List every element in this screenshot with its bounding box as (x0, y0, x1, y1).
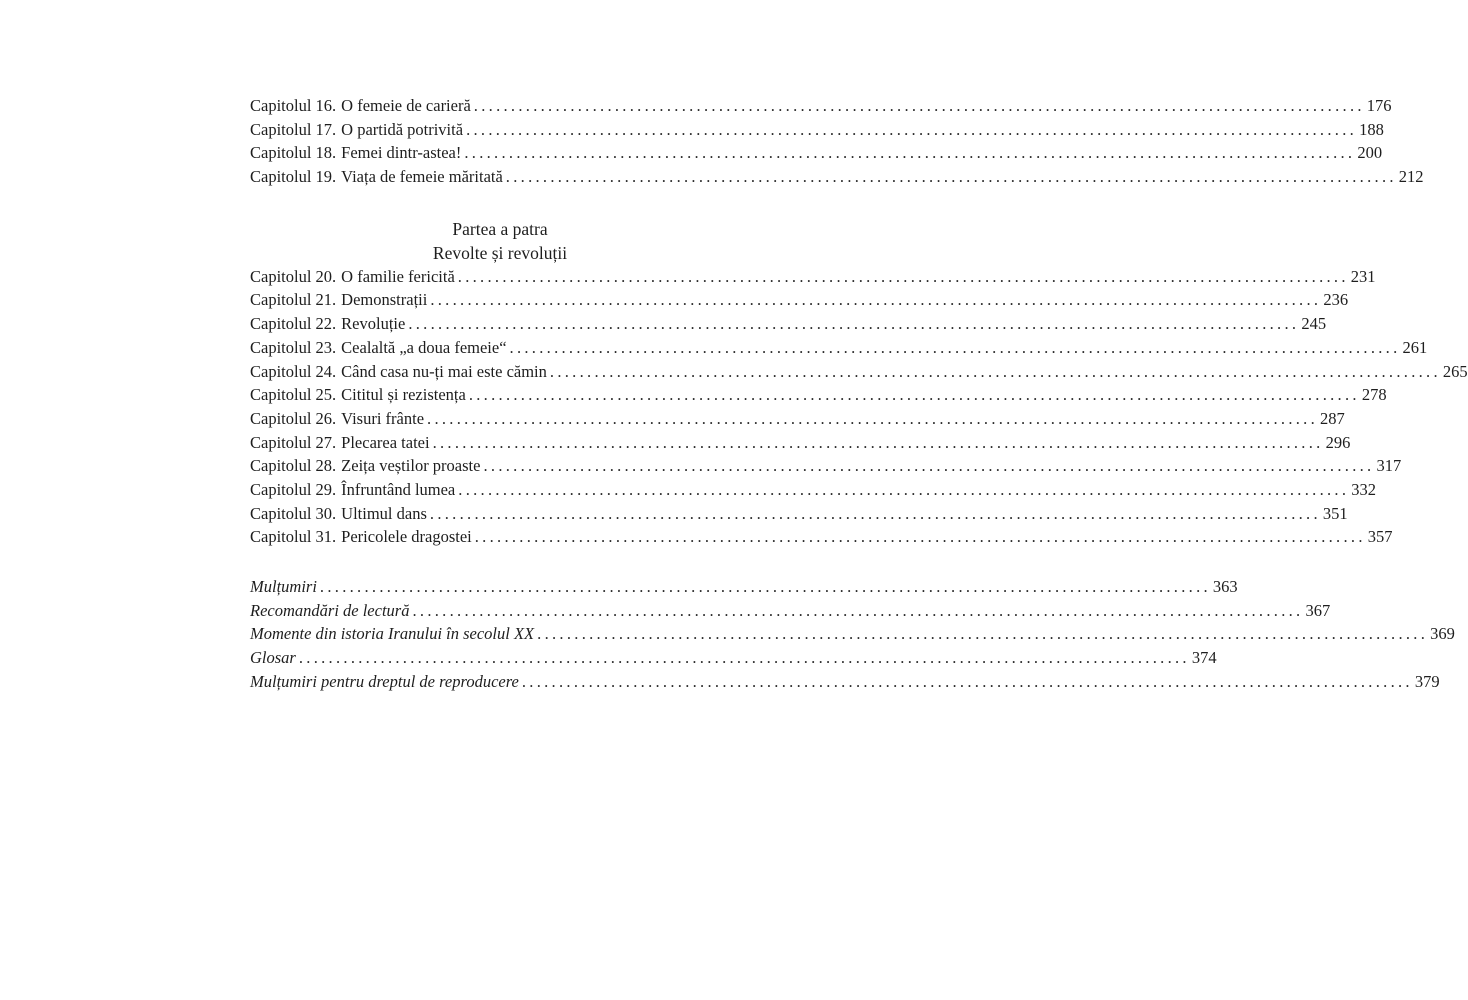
chapter-title: O partidă potrivită (341, 119, 464, 139)
part-number: Partea a patra (452, 218, 548, 239)
dot-leader: ........................................................................................................................ (458, 479, 1350, 499)
spacer (250, 189, 750, 217)
dot-leader: ........................................................................................................................ (457, 266, 1349, 286)
dot-leader: ........................................................................................................................ (430, 290, 1322, 310)
page-number: 265 (1442, 361, 1468, 381)
toc-entry-label (250, 502, 430, 526)
toc-entry-label (250, 141, 464, 165)
chapter-title: Viața de femeie măritată (341, 167, 503, 187)
toc-entry (250, 478, 1377, 502)
page-number: 212 (1398, 167, 1424, 187)
chapter-number: Capitolul 31. (250, 527, 337, 547)
page-number: 363 (1212, 577, 1238, 596)
page-number: 367 (1305, 600, 1331, 620)
toc-entry (250, 622, 1455, 646)
chapter-title: Când casa nu-ți mai este cămin (341, 361, 547, 381)
toc-entry (250, 407, 1345, 431)
toc-entry-label (250, 478, 458, 502)
dot-leader: ........................................................................................................................ (521, 671, 1413, 691)
page-number: 357 (1367, 527, 1393, 547)
toc-entry-label (250, 431, 433, 455)
toc-entry-label (250, 360, 550, 384)
page-number: 200 (1357, 143, 1383, 163)
page-number: 296 (1325, 432, 1351, 452)
chapter-number: Capitolul 17. (250, 119, 337, 139)
toc-entry (250, 525, 1393, 549)
chapter-title: Femei dintr-astea! (341, 143, 462, 163)
spacer (250, 549, 750, 575)
chapter-title: O femeie de carieră (341, 96, 471, 115)
chapter-number: Capitolul 26. (250, 408, 337, 428)
toc-entry (250, 336, 1428, 360)
toc-entry (250, 312, 1327, 336)
dot-leader: ........................................................................................................................ (474, 527, 1366, 547)
chapter-number: Capitolul 30. (250, 503, 337, 523)
toc-entry (250, 141, 1383, 165)
toc-entry (250, 165, 1424, 189)
chapter-number: Capitolul 27. (250, 432, 337, 452)
dot-leader: ........................................................................................................................ (473, 96, 1365, 115)
page-number: 287 (1320, 408, 1345, 428)
dot-leader: ........................................................................................................................ (466, 119, 1358, 139)
chapter-number: Capitolul 20. (250, 266, 337, 286)
dot-leader: ........................................................................................................................ (468, 385, 1360, 405)
dot-leader: ........................................................................................................................ (483, 456, 1375, 476)
chapter-title: Ultimul dans (341, 503, 427, 523)
dot-leader: ........................................................................................................................ (509, 337, 1401, 357)
part-heading (250, 217, 750, 265)
toc-entry-label (250, 383, 469, 407)
chapter-title: Pericolele dragostei (341, 527, 472, 547)
chapter-number: Capitolul 25. (250, 385, 337, 405)
toc-entry (250, 288, 1349, 312)
chapter-title: Cititul și rezistența (341, 385, 466, 405)
dot-leader: ........................................................................................................................ (427, 408, 1319, 428)
part-title: Revolte și revoluții (432, 242, 568, 263)
page-number: 332 (1351, 479, 1377, 499)
chapter-number: Capitolul 21. (250, 290, 337, 310)
chapter-title: Zeița veștilor proaste (341, 456, 481, 476)
chapter-title: Demonstrații (341, 290, 428, 310)
chapter-number: Capitolul 28. (250, 456, 337, 476)
toc-group-part4 (250, 265, 1468, 549)
toc-entry-label (250, 407, 427, 431)
toc-entry (250, 502, 1348, 526)
page-number: 278 (1361, 385, 1387, 405)
page-number: 176 (1366, 96, 1392, 115)
toc-group-top (250, 94, 1424, 189)
chapter-number: Capitolul 22. (250, 314, 337, 334)
toc-entry-label (250, 525, 475, 549)
chapter-number: Capitolul 24. (250, 361, 337, 381)
toc-entry-label (250, 336, 510, 360)
toc-entry (250, 646, 1217, 670)
dot-leader: ........................................................................................................................ (537, 624, 1429, 644)
page-number: 351 (1322, 503, 1348, 523)
back-matter-title: Glosar (250, 648, 296, 668)
chapter-title: Plecarea tatei (341, 432, 430, 452)
toc-entry (250, 118, 1384, 142)
chapter-number: Capitolul 18. (250, 143, 337, 163)
dot-leader: ........................................................................................................................ (432, 432, 1324, 452)
toc-entry-label (250, 118, 466, 142)
chapter-title: Cealaltă „a doua femeie“ (341, 337, 507, 357)
toc-entry-label (250, 94, 474, 118)
page-number: 317 (1376, 456, 1402, 476)
chapter-number: Capitolul 16. (250, 96, 337, 115)
back-matter-title: Recomandări de lectură (250, 600, 410, 620)
toc-entry-label (250, 165, 506, 189)
page-number: 379 (1414, 671, 1440, 691)
dot-leader: ........................................................................................................................ (429, 503, 1321, 523)
toc-entry (250, 360, 1468, 384)
back-matter-title: Mulțumiri (250, 577, 317, 596)
page-number: 188 (1359, 119, 1384, 139)
back-matter-title: Mulțumiri pentru dreptul de reproducere (250, 671, 519, 691)
page-number: 236 (1323, 290, 1349, 310)
toc-entry (250, 575, 1238, 599)
dot-leader: ........................................................................................................................ (319, 577, 1211, 596)
toc-entry-label (250, 454, 483, 478)
chapter-title: Visuri frânte (341, 408, 425, 428)
toc-entry (250, 265, 1376, 289)
back-matter-title: Momente din istoria Iranului în secolul XX (250, 624, 535, 644)
dot-leader: ........................................................................................................................ (464, 143, 1356, 163)
dot-leader: ........................................................................................................................ (505, 167, 1397, 187)
dot-leader: ........................................................................................................................ (412, 600, 1304, 620)
chapter-title: Revoluție (341, 314, 406, 334)
dot-leader: ........................................................................................................................ (408, 314, 1300, 334)
chapter-title: O familie fericită (341, 266, 455, 286)
toc-entry (250, 670, 1440, 694)
chapter-title: Înfruntând lumea (341, 479, 456, 499)
page-number: 261 (1402, 337, 1428, 357)
dot-leader: ........................................................................................................................ (298, 648, 1190, 668)
page-number: 369 (1430, 624, 1455, 644)
table-of-contents (250, 94, 1468, 693)
dot-leader: ........................................................................................................................ (549, 361, 1441, 381)
toc-entry (250, 94, 1392, 118)
toc-entry-label (250, 265, 458, 289)
page-number: 231 (1350, 266, 1376, 286)
toc-group-back-matter (250, 575, 1455, 693)
chapter-number: Capitolul 29. (250, 479, 337, 499)
toc-entry (250, 431, 1351, 455)
toc-entry-label (250, 312, 408, 336)
page-number: 374 (1191, 648, 1217, 668)
chapter-number: Capitolul 19. (250, 167, 337, 187)
page-number: 245 (1301, 314, 1327, 334)
chapter-number: Capitolul 23. (250, 337, 337, 357)
toc-entry (250, 454, 1402, 478)
toc-entry-label (250, 288, 430, 312)
toc-entry (250, 383, 1387, 407)
toc-entry (250, 599, 1331, 623)
